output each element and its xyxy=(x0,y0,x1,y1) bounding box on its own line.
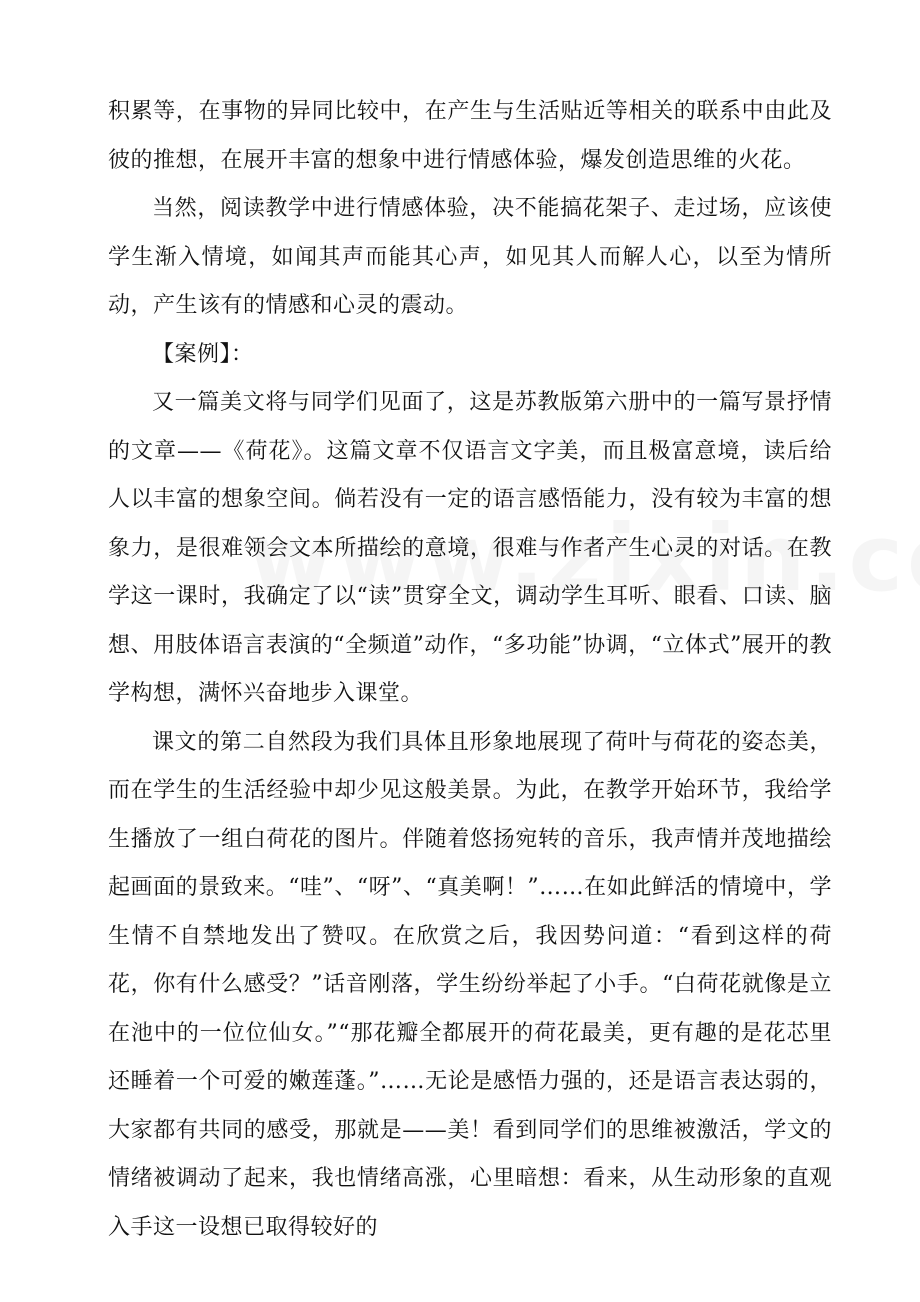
paragraph-5: 课文的第二自然段为我们具体且形象地展现了荷叶与荷花的姿态美，而在学生的生活经验中却少见这般美景。为此，在教学开始环节，我给学生播放了一组白荷花的图片。伴随着悠扬宛转的音乐，我声情并茂地描绘起画面的景致来。“哇”、“呀”、“真美啊！”……在如此鲜活的情境中，学生情不自禁地发出了赞叹。在欣赏之后，我因势问道：“看到这样的荷花，你有什么感受？”话音刚落，学生纷纷举起了小手。“白荷花就像是立在池中的一位位仙女。”“那花瓣全都展开的荷花最美，更有趣的是花芯里还睡着一个可爱的嫩莲蓬。”……无论是感悟力强的，还是语言表达弱的，大家都有共同的感受，那就是——美！看到同学们的思维被激活，学文的情绪被调动了起来，我也情绪高涨，心里暗想：看来，从生动形象的直观入手这一设想已取得较好的 xyxy=(108,729,832,1240)
case-heading: 【案例】： xyxy=(152,341,254,367)
document-body xyxy=(108,88,832,1252)
paragraph-4: 又一篇美文将与同学们见面了，这是苏教版第六册中的一篇写景抒情的文章——《荷花》。这篇文章不仅语言文字美，而且极富意境，读后给人以丰富的想象空间。倘若没有一定的语言感悟能力，没有较为丰富的想象力，是很难领会文本所描绘的意境，很难与作者产生心灵的对话。在教学这一课时，我确定了以“读”贯穿全文，调动学生耳听、眼看、口读、脑想、用肢体语言表演的“全频道”动作，“多功能”协调，“立体式”展开的教学构想，满怀兴奋地步入课堂。 xyxy=(108,390,832,706)
paragraph-2: 当然，阅读教学中进行情感体验，决不能搞花架子、走过场，应该使学生渐入情境，如闻其声而能其心声，如见其人而解人心，以至为情所动，产生该有的情感和心灵的震动。 xyxy=(108,196,832,318)
paragraph-1: 积累等，在事物的异同比较中，在产生与生活贴近等相关的联系中由此及彼的推想，在展开丰富的想象中进行情感体验，爆发创造思维的火花。 xyxy=(108,99,832,173)
